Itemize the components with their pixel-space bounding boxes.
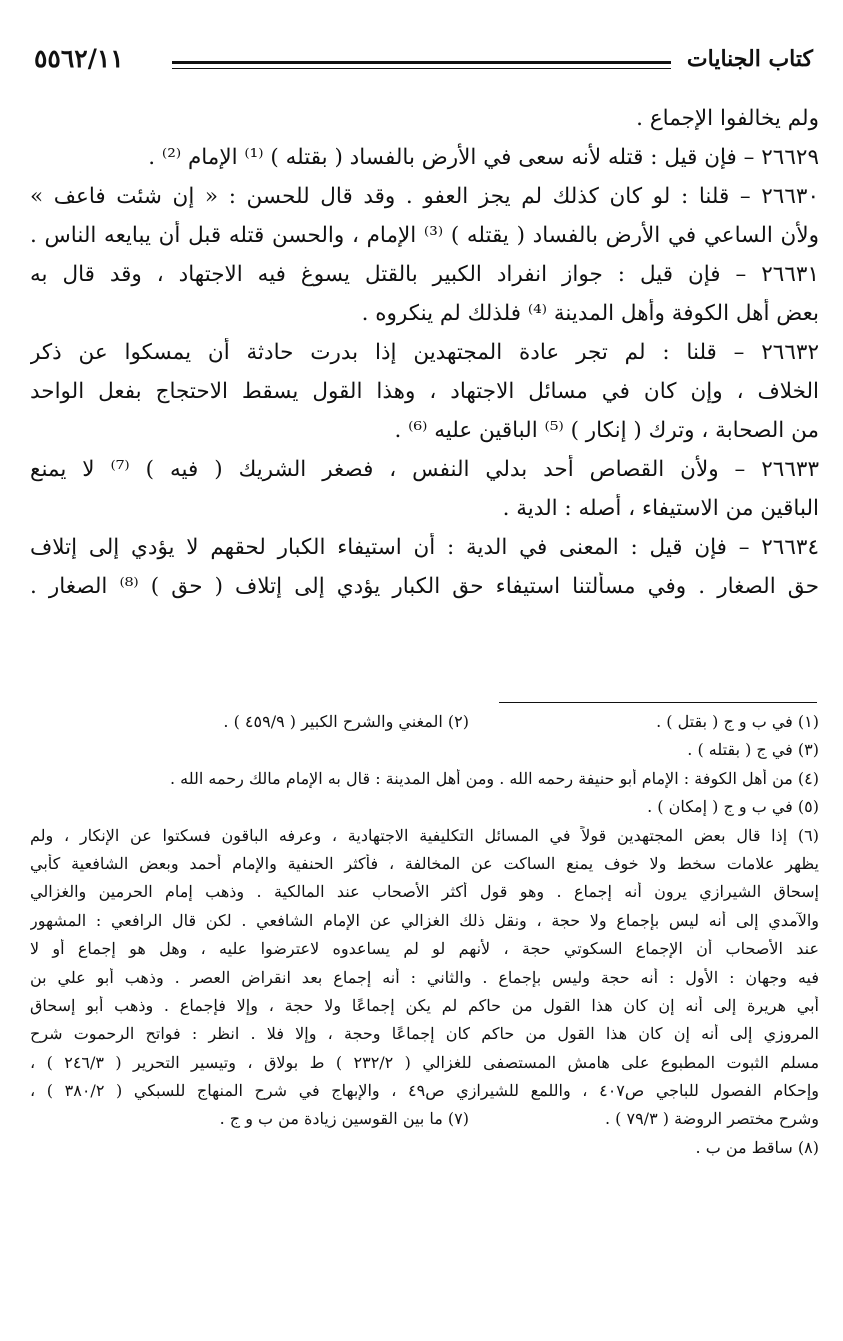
footnote-1: (١) في ب و ج ( بقتل ) . xyxy=(656,712,819,731)
footnote-8: (٨) ساقط من ب . xyxy=(695,1137,819,1157)
text-line: ولأن الساعي في الأرض بالفساد ( يقتله ) ⁽³⁾ الإمام ، والحسن قتله قبل أن يبايعه الناس . xyxy=(30,223,819,248)
footnote-5: (٥) في ب و ج ( إمكان ) . xyxy=(647,797,819,817)
text-line: بعض أهل الكوفة وأهل المدينة ⁽⁴⁾ فلذلك لم ينكروه . xyxy=(361,301,819,326)
text-line: ٢٦٦٣٣ – ولأن القصاص أحد بدلي النفس ، فصغر الشريك ( فيه ) ⁽⁷⁾ لا يمنع xyxy=(30,457,819,482)
footnote-6-line: وشرح مختصر الروضة ( ٧٩/٣ ) . xyxy=(604,1109,819,1129)
text-line: ٢٦٦٣٠ – قلنا : لو كان كذلك لم يجز العفو . وقد قال للحسن : « إن شئت فاعف » xyxy=(30,184,819,209)
page-header xyxy=(22,44,821,84)
header-rule-thick xyxy=(172,61,671,64)
footnote-6-line: إسحاق الشيرازي يرون أنه إجماع . وهو قول أكثر الأصحاب عند المالكية . وذهب إمام الحرمين والغزالي xyxy=(30,882,819,902)
text-line: الخلاف ، وإن كان في مسائل الاجتهاد ، وهذا القول يسقط الاحتجاج بفعل الواحد xyxy=(30,379,819,404)
header-rule-thin xyxy=(172,68,671,69)
footnote-6-line: والآمدي إلى أنه ليس بإجماع ولا حجة ، ونقل ذلك الغزالي عن الإمام الشافعي . لكن قال الرافعي : المشهور xyxy=(30,910,819,930)
footnote-6-line: (٦) إذا قال بعض المجتهدين قولاً في المسائل التكليفية الاجتهادية ، وعرفه الباقون فسكتوا عن الإنكار ، ولم xyxy=(30,825,819,845)
footnote-6-line: وإحكام الفصول للباجي ص٤٠٧ ، واللمع للشيرازي ص٤٩ ، والإبهاج في شرح المنهاج للسبكي ( ٣٨٠/٢ ) ، xyxy=(30,1081,819,1101)
footnote-6-line: المروزي إلى أنه إن كان هذا القول من حاكم كان إجماعًا وحجة ، وإلا فلا . انظر : فواتح الرحموت شرح xyxy=(30,1024,819,1044)
text-line: من الصحابة ، وترك ( إنكار ) ⁽⁵⁾ الباقين عليه ⁽⁶⁾ . xyxy=(394,418,819,443)
text-line: ٢٦٦٢٩ – فإن قيل : قتله لأنه سعى في الأرض بالفساد ( بقتله ) ⁽¹⁾ الإمام ⁽²⁾ . xyxy=(148,145,819,170)
footnotes xyxy=(30,712,819,1166)
main-text xyxy=(30,104,819,611)
footnote-6-line: مسلم الثبوت المطبوع على هامش المستصفى للغزالي ( ٢٣٢/٢ ) ط بولاق ، وتيسير التحرير ( ٢٤٦/٣ ) ، xyxy=(30,1052,819,1072)
text-line: ٢٦٦٣٤ – فإن قيل : المعنى في الدية : أن استيفاء الكبار لحقهم لا يؤدي إلى إتلاف xyxy=(30,535,819,560)
text-line: الباقين من الاستيفاء ، أصله : الدية . xyxy=(502,496,819,521)
footnote-6-line: يظهر علامات سخط ولا خوف يمنع الساكت عن المخالفة ، فأكثر الحنفية والإمام أحمد وبعض الشافعية كأبي xyxy=(30,853,819,873)
footnote-6-line: فيه وجهان : الأول : أنه حجة وليس بإجماع . والثاني : أنه إجماع بعد انقراض العصر . وذهب أبو علي بن xyxy=(30,967,819,987)
text-line: ٢٦٦٣١ – فإن قيل : جواز انفراد الكبير بالقتل يسوغ فيه الاجتهاد ، وقد قال به xyxy=(30,262,819,287)
footnote-4: (٤) من أهل الكوفة : الإمام أبو حنيفة رحمه الله . ومن أهل المدينة : قال به الإمام مالك رحمه الله . xyxy=(169,768,819,788)
book-title: كتاب الجنايات xyxy=(686,46,813,72)
footnote-row xyxy=(30,712,819,732)
text-line: حق الصغار . وفي مسألتنا استيفاء حق الكبار يؤدي إلى إتلاف ( حق ) ⁽⁸⁾ الصغار . xyxy=(30,574,819,599)
footnote-2: (٢) المغني والشرح الكبير ( ٤٥٩/٩ ) . xyxy=(223,712,469,731)
footnote-row xyxy=(30,1109,819,1129)
footnote-6-line: أبي هريرة إلى أنه إن كان هذا القول من حاكم لم يكن إجماعًا ولا حجة ، وإلا فإجماع . وذهب أبو إسحاق xyxy=(30,995,819,1015)
footnote-separator xyxy=(499,702,817,703)
text-line: ٢٦٦٣٢ – قلنا : لم تجر عادة المجتهدين إذا بدرت حادثة أن يمسكوا عن ذكر xyxy=(30,340,819,365)
footnote-6-line: عند الأصحاب أن الإجماع السكوتي حجة ، لأنهم لو لم يساعدوه لاعترضوا عليه ، وهل هو إجماع أو لا xyxy=(30,939,819,959)
footnote-3: (٣) في ج ( بقتله ) . xyxy=(687,740,819,760)
footnote-7: (٧) ما بين القوسين زيادة من ب و ج . xyxy=(219,1109,469,1129)
page-number: ٥٥٦٢/١١ xyxy=(34,44,124,73)
text-line: ولم يخالفوا الإجماع . xyxy=(636,106,819,131)
